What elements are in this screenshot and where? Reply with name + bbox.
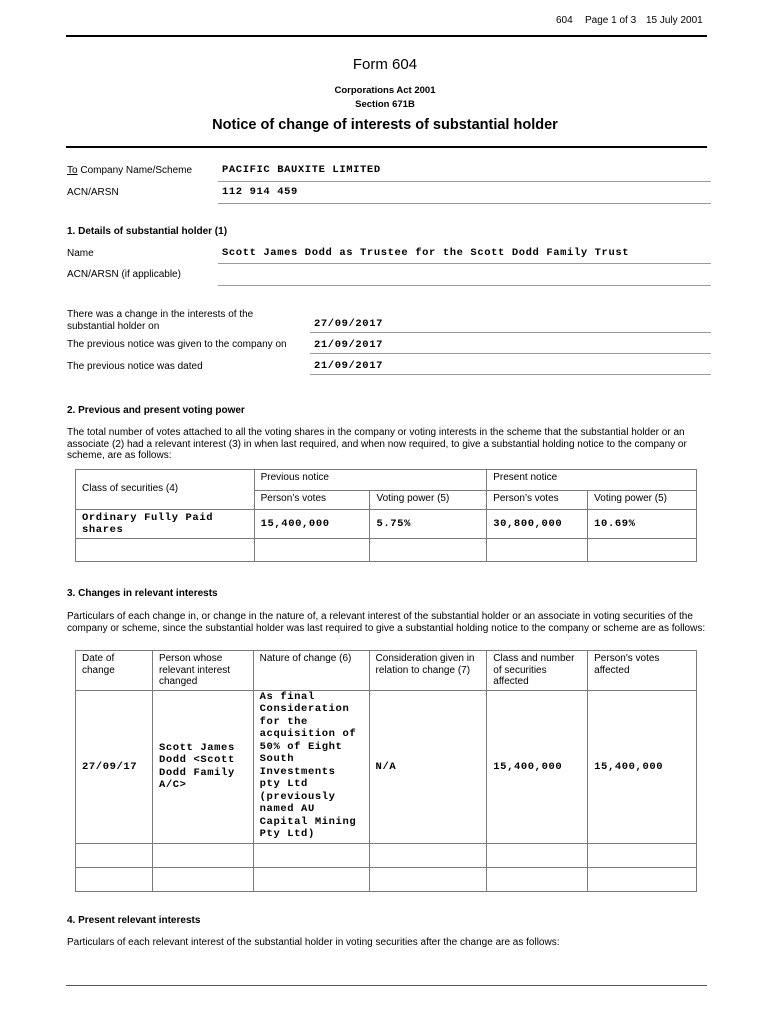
form-title: Form 604 [352, 56, 418, 73]
section3-heading: 3. Changes in relevant interests [67, 588, 218, 599]
table-row [76, 690, 697, 843]
change-date-line [310, 332, 711, 333]
bottom-rule [66, 985, 707, 986]
acn-line [218, 203, 711, 204]
change-row-date: 27/09/17 [76, 690, 153, 843]
company-name-label-text: Company Name/Scheme [80, 165, 193, 176]
header-nature-of-change: Nature of change (6) [253, 651, 369, 691]
change-label-line2: substantial holder on [67, 321, 160, 332]
header-page-number: Page 1 of 3 [585, 15, 637, 26]
section3-paragraph: Particulars of each change in, or change in the nature of, a relevant interest of the substantial holder or an associate in voting securities of the company or scheme, since the substantial holder was last required to give a substantial holding notice to the company or scheme are as follows: [67, 611, 706, 634]
holder-name-line [218, 263, 711, 264]
sub-votes-pres: Person’s votes [487, 491, 588, 510]
col-previous-header: Previous notice [254, 470, 487, 491]
top-rule [66, 35, 707, 37]
notice-title: Notice of change of interests of substantial holder [212, 117, 558, 133]
row-pres-votes: 30,800,000 [487, 510, 588, 539]
company-name-line [218, 181, 711, 182]
holder-name-value: Scott James Dodd as Trustee for the Scott Dodd Family Trust [222, 247, 630, 259]
section4-heading: 4. Present relevant interests [67, 915, 201, 926]
section1-heading: 1. Details of substantial holder (1) [67, 226, 228, 237]
changes-table [75, 650, 697, 892]
header-consideration: Consideration given in relation to change (7) [369, 651, 487, 691]
acn-value: 112 914 459 [222, 186, 298, 198]
prev-given-date: 21/09/2017 [314, 339, 384, 351]
row-pres-power: 10.69% [588, 510, 697, 539]
change-row-class-number: 15,400,000 [487, 690, 588, 843]
change-date: 27/09/2017 [314, 318, 384, 330]
row-class: Ordinary Fully Paid shares [76, 510, 255, 539]
act-title: Corporations Act 2001 [334, 85, 436, 96]
table-row-empty [76, 539, 697, 562]
holder-acn-line [218, 285, 711, 286]
section2-heading: 2. Previous and present voting power [67, 405, 245, 416]
company-name-value: PACIFIC BAUXITE LIMITED [222, 164, 381, 176]
voting-power-table [75, 469, 697, 562]
holder-acn-label: ACN/ARSN (if applicable) [67, 269, 181, 280]
to-prefix: To [67, 165, 78, 176]
prev-given-label: The previous notice was given to the company on [67, 339, 287, 350]
header-form-code: 604 [556, 15, 573, 26]
table-row-empty [76, 843, 697, 867]
header-date-of-change: Date of change [76, 651, 153, 691]
change-row-nature: As final Consideration for the acquisition of 50% of Eight South Investments pty Ltd (previously named AU Capital Mining Pty Ltd) [253, 690, 369, 843]
col-present-header: Present notice [487, 470, 697, 491]
table-row-empty [76, 867, 697, 891]
prev-given-line [310, 353, 711, 354]
prev-dated-date: 21/09/2017 [314, 360, 384, 372]
holder-name-label: Name [67, 248, 94, 259]
table-row [76, 510, 697, 539]
change-label-line1: There was a change in the interests of the [67, 309, 254, 320]
sub-power-pres: Voting power (5) [588, 491, 697, 510]
header-person-whose-interest: Person whose relevant interest changed [152, 651, 253, 691]
row-prev-power: 5.75% [370, 510, 487, 539]
header-class-number: Class and number of securities affected [487, 651, 588, 691]
company-name-label [67, 165, 192, 176]
sub-power-prev: Voting power (5) [370, 491, 487, 510]
col-class-header: Class of securities (4) [76, 470, 255, 510]
change-row-consideration: N/A [369, 690, 487, 843]
change-row-person: Scott James Dodd <Scott Dodd Family A/C> [152, 690, 253, 843]
acn-label: ACN/ARSN [67, 187, 119, 198]
section4-paragraph: Particulars of each relevant interest of the substantial holder in voting securities after the change are as follows: [67, 937, 560, 948]
prev-dated-line [310, 374, 711, 375]
header-votes-affected: Person's votes affected [588, 651, 697, 691]
prev-dated-label: The previous notice was dated [67, 361, 203, 372]
header-date: 15 July 2001 [646, 15, 703, 26]
title-rule [66, 146, 707, 148]
sub-votes-prev: Person’s votes [254, 491, 370, 510]
row-prev-votes: 15,400,000 [254, 510, 370, 539]
section-title: Section 671B [355, 99, 415, 110]
change-row-votes: 15,400,000 [588, 690, 697, 843]
section2-paragraph: The total number of votes attached to all the voting shares in the company or voting interests in the scheme that the substantial holder or an associate (2) had a relevant interest (3) in when last required, and when now required, to give a substantial holding notice to the company or scheme, are as follows: [67, 427, 687, 461]
